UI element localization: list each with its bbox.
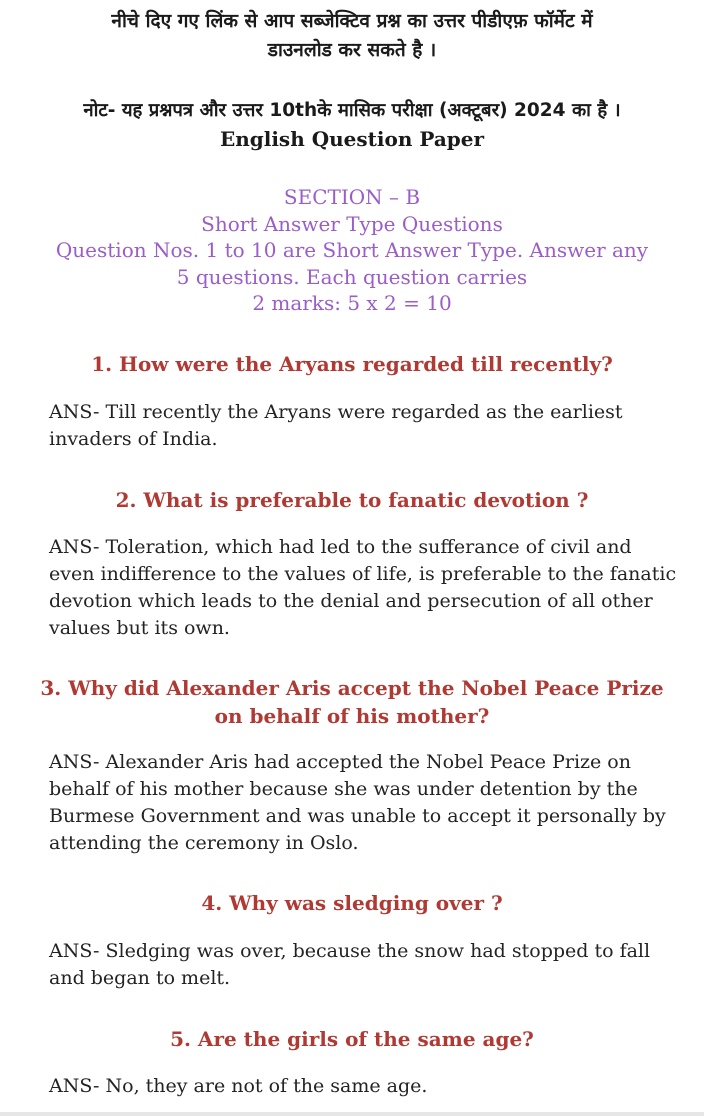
section-instruction-1: Question Nos. 1 to 10 are Short Answer Type. Answer any — [55, 238, 649, 262]
question-5: 5. Are the girls of the same age? — [170, 1027, 534, 1051]
answer-3: ANS- Alexander Aris had accepted the Nobel Peace Prize on behalf of his mother because she was under detention by the Burmese Government and was unable to accept it personally by attending the ceremony in Oslo. — [49, 751, 666, 854]
question-3: 3. Why did Alexander Aris accept the Nobel Peace Prize on behalf of his mother? — [40, 676, 664, 728]
answer-2: ANS- Toleration, which had led to the sufferance of civil and even indifference to the values of life, is preferable to the fanatic devotion which leads to the denial and persecution of all other values but its own. — [49, 536, 677, 639]
question-4: 4. Why was sledging over ? — [201, 891, 503, 915]
section-instruction-3: 2 marks: 5 x 2 = 10 — [252, 291, 452, 315]
section-instruction-2: 5 questions. Each question carries — [176, 264, 528, 289]
intro-block — [40, 7, 664, 65]
bottom-divider — [0, 1112, 704, 1116]
answer-4: ANS- Sledging was over, because the snow had stopped to fall and began to melt. — [49, 940, 651, 989]
section-subtitle: Short Answer Type Questions — [201, 211, 503, 236]
intro-line-1: नीचे दिए गए लिंक से आप सब्जेक्टिव प्रश्न का उत्तर पीडीएफ़ फॉर्मेट में — [111, 10, 593, 32]
section-header — [20, 184, 684, 317]
section-title: SECTION – B — [283, 185, 421, 209]
answer-1: ANS- Till recently the Aryans were regarded as the earliest invaders of India. — [49, 401, 623, 450]
answer-5: ANS- No, they are not of the same age. — [49, 1075, 428, 1097]
question-1: 1. How were the Aryans regarded till recently? — [91, 352, 613, 376]
paper-title: English Question Paper — [219, 127, 485, 151]
note-line: नोट- यह प्रश्नपत्र और उत्तर 10thके मासिक परीक्षा (अक्टूबर) 2024 का है । — [83, 100, 621, 121]
note-block — [20, 96, 684, 154]
question-2: 2. What is preferable to fanatic devotion ? — [115, 488, 589, 512]
intro-line-2: डाउनलोड कर सकते है । — [267, 39, 437, 61]
